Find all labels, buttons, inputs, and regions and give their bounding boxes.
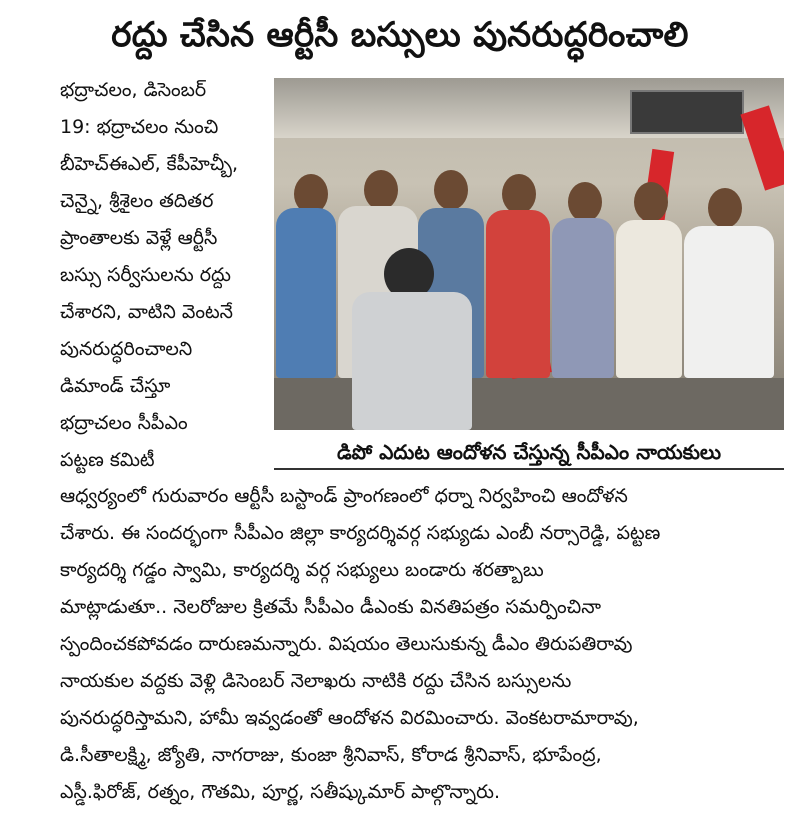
person-head <box>634 182 668 222</box>
left-line: బస్సు సర్వీసులను రద్దు <box>60 264 231 286</box>
left-line: పునరుద్ధరించాలని <box>60 338 193 360</box>
body-line: నాయకుల వద్దకు వెళ్లి డిసెంబర్ నెలాఖరు నాటికి రద్దు చేసిన బస్సులను <box>60 670 572 692</box>
person <box>352 292 472 430</box>
person-head <box>502 174 536 214</box>
shop-sign <box>630 90 744 134</box>
photo-caption: డిపో ఎదుట ఆందోళన చేస్తున్న సీపీఎం నాయకులు <box>274 432 784 472</box>
left-line: భద్రాచలం సీపీఎం <box>60 412 188 434</box>
person <box>684 226 774 378</box>
body-line: పునరుద్ధరిస్తామని, హామీ ఇవ్వడంతో ఆందోళన విరమించారు. వెంకటరామారావు, <box>60 707 639 729</box>
body-line: ఎస్డీ.ఫిరోజ్, రత్నం, గౌతమి, పూర్ణ, సతీష్కుమార్ పాల్గొన్నారు. <box>60 781 500 803</box>
headline: రద్దు చేసిన ఆర్టీసీ బస్సులు పునరుద్ధరించాలి <box>111 15 689 55</box>
left-line: పట్టణ కమిటీ <box>60 449 155 471</box>
person-head <box>708 188 742 228</box>
body-line: చేశారు. ఈ సందర్భంగా సీపీఎం జిల్లా కార్యదర్శివర్గ సభ్యుడు ఎంబీ నర్సారెడ్డి, పట్టణ <box>60 522 661 544</box>
person-head <box>364 170 398 210</box>
protest-photo <box>274 78 784 430</box>
left-line: చెన్నై, శ్రీశైలం తదితర <box>60 190 214 212</box>
station-floor <box>274 378 784 430</box>
person <box>486 210 550 378</box>
left-line: 19: భద్రాచలం నుంచి <box>60 116 219 138</box>
person-head <box>568 182 602 222</box>
left-line: బీహెచ్ఈఎల్, కేపీహెచ్బీ, <box>60 153 239 175</box>
left-line: డిమాండ్ చేస్తూ <box>60 375 171 397</box>
left-line: ప్రాంతాలకు వెళ్లే ఆర్టీసీ <box>60 227 218 249</box>
body-line: ఆధ్వర్యంలో గురువారం ఆర్టీసీ బస్టాండ్ ప్రాంగణంలో ధర్నా నిర్వహించి ఆందోళన <box>60 485 628 507</box>
person-head <box>434 170 468 210</box>
body-line: మాట్లాడుతూ.. నెలరోజుల క్రితమే సీపీఎం డీఎంకు వినతిపత్రం సమర్పించినా <box>60 596 601 618</box>
body-line: కార్యదర్శి గడ్డం స్వామి, కార్యదర్శి వర్గ సభ్యులు బండారు శరత్బాబు <box>60 559 544 581</box>
left-line: భద్రాచలం, డిసెంబర్ <box>60 79 207 101</box>
person <box>616 220 682 378</box>
left-line: చేశారని, వాటిని వెంటనే <box>60 301 233 323</box>
body-line: స్పందించకపోవడం దారుణమన్నారు. విషయం తెలుసుకున్న డీఎం తిరుపతిరావు <box>60 633 633 655</box>
person <box>276 208 336 378</box>
article-body <box>60 478 784 811</box>
left-column-text <box>60 72 266 479</box>
person <box>552 218 614 378</box>
body-line: డి.సీతాలక్ష్మి, జ్యోతి, నాగరాజు, కుంజా శ్రీనివాస్, కోరాడ శ్రీనివాస్, భూపేంద్ర, <box>60 744 602 766</box>
caption-divider <box>274 468 784 470</box>
